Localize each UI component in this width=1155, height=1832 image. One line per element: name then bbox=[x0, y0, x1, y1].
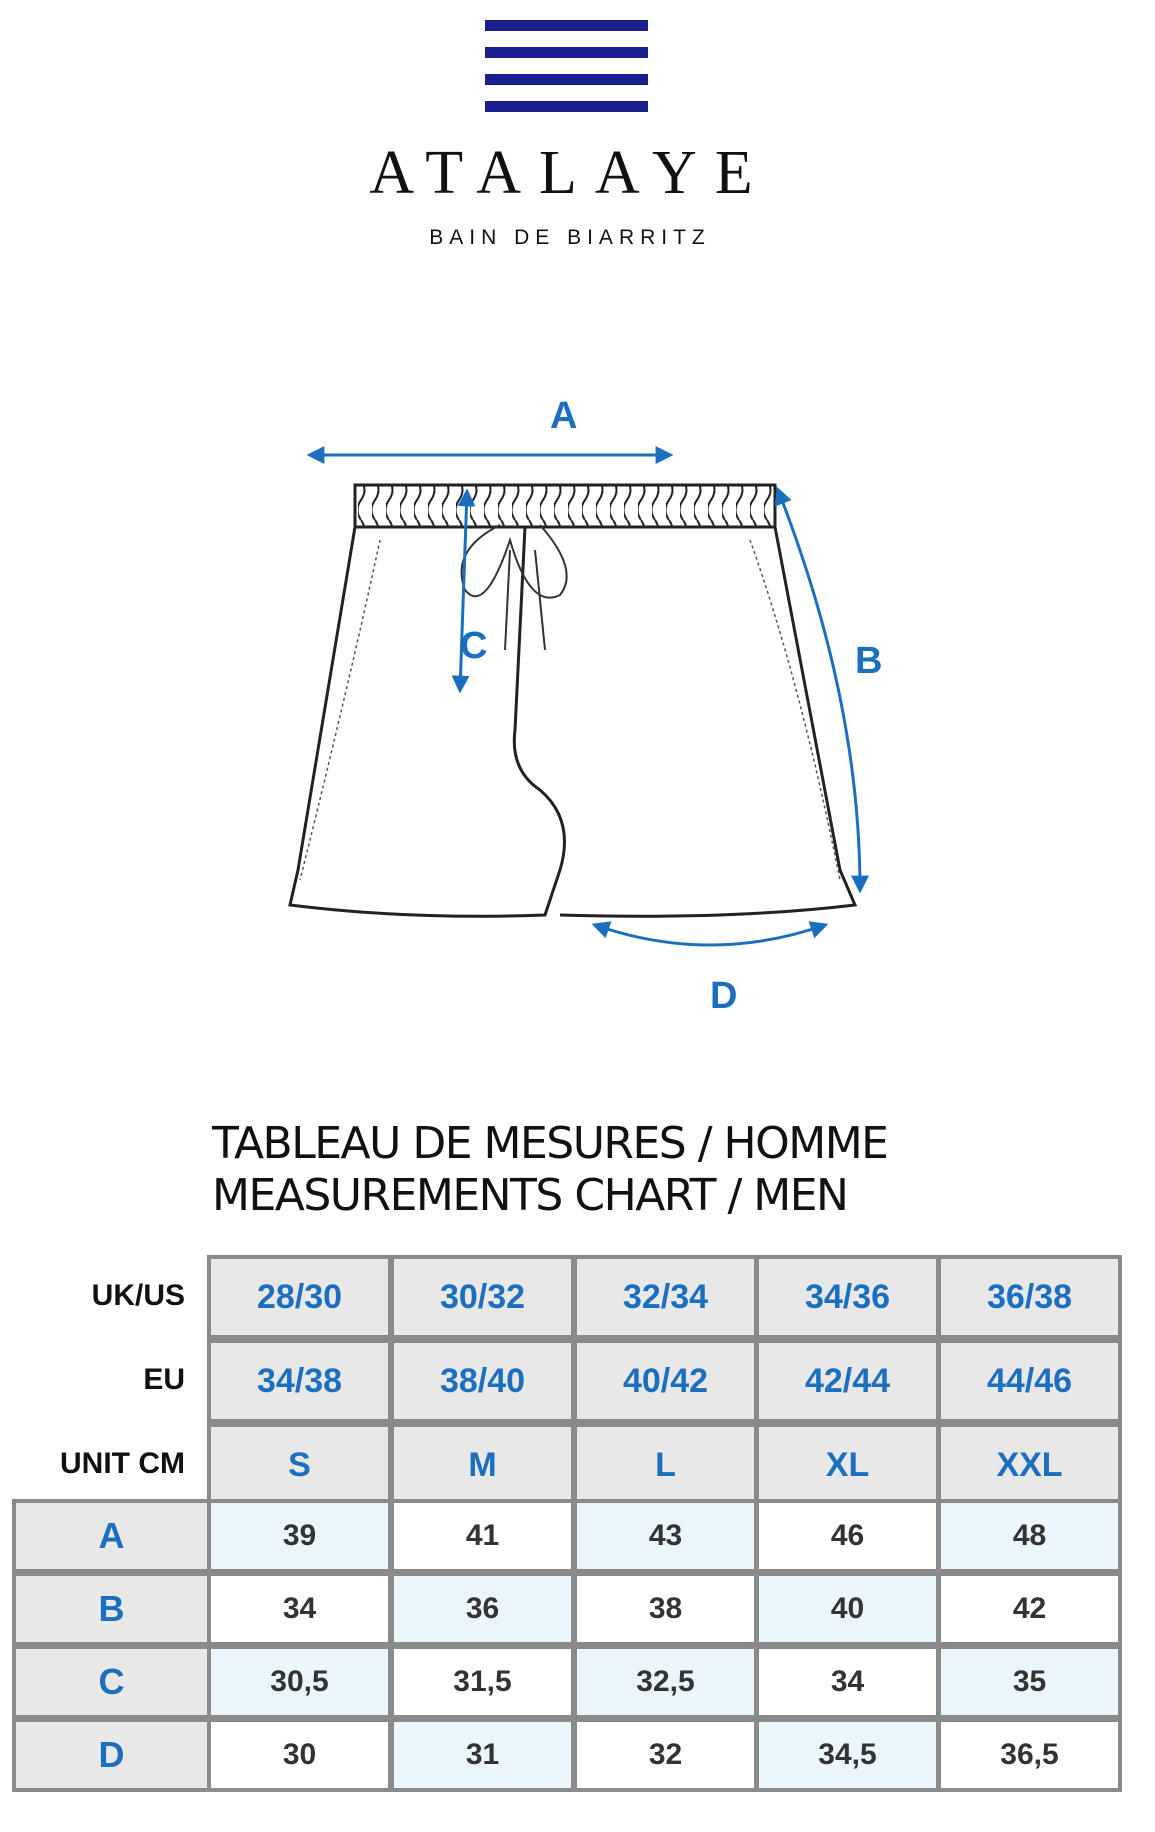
size-header-cell: 36/38 bbox=[937, 1255, 1122, 1339]
size-header-cell: 44/46 bbox=[937, 1339, 1122, 1423]
measure-row-label: D bbox=[12, 1718, 211, 1792]
diagram-label-b: B bbox=[855, 640, 883, 682]
size-header-cell: 42/44 bbox=[755, 1339, 940, 1423]
measure-cell: 31,5 bbox=[390, 1645, 575, 1719]
size-header-cell: S bbox=[207, 1423, 392, 1507]
measure-cell: 35 bbox=[937, 1645, 1122, 1719]
measure-cell: 30,5 bbox=[207, 1645, 392, 1719]
size-header-cell: 38/40 bbox=[390, 1339, 575, 1423]
header-row-label: UK/US bbox=[91, 1279, 185, 1312]
size-header-cell: 34/36 bbox=[755, 1255, 940, 1339]
header-row-label: UNIT CM bbox=[60, 1447, 185, 1480]
diagram-label-a: A bbox=[550, 395, 578, 437]
measure-row-label: C bbox=[12, 1645, 211, 1719]
measure-cell: 48 bbox=[937, 1499, 1122, 1573]
size-header-cell: XXL bbox=[937, 1423, 1122, 1507]
size-header-cell: 40/42 bbox=[573, 1339, 758, 1423]
size-header-cell: XL bbox=[755, 1423, 940, 1507]
shorts-illustration bbox=[260, 400, 920, 1040]
measure-cell: 30 bbox=[207, 1718, 392, 1792]
diagram-label-c: C bbox=[460, 625, 488, 667]
diagram-label-d: D bbox=[710, 975, 738, 1017]
measure-cell: 42 bbox=[937, 1572, 1122, 1646]
header-row-label: EU bbox=[143, 1363, 185, 1396]
measure-cell: 32 bbox=[573, 1718, 758, 1792]
shorts-diagram bbox=[260, 395, 920, 1040]
size-header-cell: L bbox=[573, 1423, 758, 1507]
measure-cell: 34,5 bbox=[755, 1718, 940, 1792]
measure-cell: 32,5 bbox=[573, 1645, 758, 1719]
measure-cell: 36 bbox=[390, 1572, 575, 1646]
measure-row-label: A bbox=[12, 1499, 211, 1573]
size-header-cell: 34/38 bbox=[207, 1339, 392, 1423]
measure-cell: 41 bbox=[390, 1499, 575, 1573]
measure-cell: 34 bbox=[207, 1572, 392, 1646]
brand-name: ATALAYE bbox=[369, 139, 771, 207]
measure-cell: 43 bbox=[573, 1499, 758, 1573]
size-header-cell: M bbox=[390, 1423, 575, 1507]
measure-cell: 36,5 bbox=[937, 1718, 1122, 1792]
chart-title-en: MEASUREMENTS CHART / MEN bbox=[212, 1170, 848, 1221]
logo-stripes bbox=[485, 20, 648, 112]
measure-cell: 31 bbox=[390, 1718, 575, 1792]
measure-cell: 40 bbox=[755, 1572, 940, 1646]
brand-tagline: BAIN DE BIARRITZ bbox=[429, 226, 711, 249]
size-header-cell: 28/30 bbox=[207, 1255, 392, 1339]
size-header-cell: 32/34 bbox=[573, 1255, 758, 1339]
measure-cell: 39 bbox=[207, 1499, 392, 1573]
measure-cell: 34 bbox=[755, 1645, 940, 1719]
measure-cell: 38 bbox=[573, 1572, 758, 1646]
measure-cell: 46 bbox=[755, 1499, 940, 1573]
size-header-cell: 30/32 bbox=[390, 1255, 575, 1339]
chart-title-fr: TABLEAU DE MESURES / HOMME bbox=[212, 1118, 888, 1169]
measure-row-label: B bbox=[12, 1572, 211, 1646]
size-table bbox=[0, 1255, 1155, 1832]
